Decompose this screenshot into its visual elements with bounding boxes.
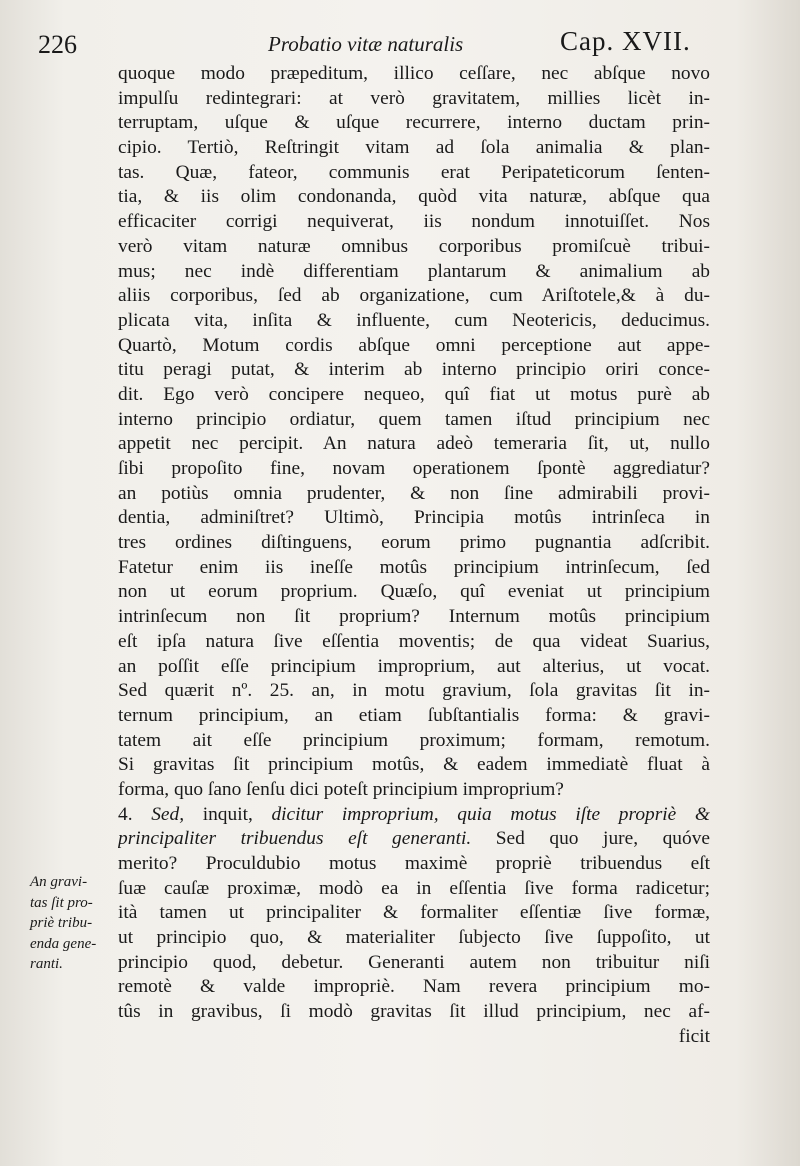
text-line: ſuæ cauſæ proximæ, modò ea in eſſentia ſive forma radicetur; bbox=[118, 877, 710, 899]
text-line: an potiùs omnia prudenter, & non ſine admirabili provi- bbox=[118, 482, 710, 504]
text-line: verò vitam naturæ omnibus corporibus promiſcuè tribui- bbox=[118, 235, 710, 257]
margin-note-line: ranti. bbox=[30, 956, 63, 972]
text-line: tas. Quæ, fateor, communis erat Peripateticorum ſenten- bbox=[118, 161, 710, 183]
catchword: ficit bbox=[678, 1025, 710, 1047]
main-text bbox=[118, 62, 710, 1050]
text-line: aliis corporibus, ſed ab organizatione, cum Ariſtotele,& à du- bbox=[118, 285, 710, 307]
text-line: remotè & valde impropriè. Nam revera principium mo- bbox=[118, 976, 710, 998]
paragraph-number: 4. bbox=[118, 803, 133, 825]
quotation-italic: dicitur improprium, quia motus iſte propriè & bbox=[271, 803, 710, 825]
running-header bbox=[0, 22, 800, 62]
text-line: forma, quo ſano ſenſu dici poteſt principium improprium? bbox=[118, 778, 564, 800]
text-line: ità tamen ut principaliter & formaliter eſſentiæ ſive formæ, bbox=[118, 902, 710, 924]
margin-note-line: tas ſit pro- bbox=[30, 894, 93, 911]
text-line: plicata vita, inſita & influente, cum Neotericis, deducimus. bbox=[118, 309, 710, 331]
text-line: cipio. Tertiò, Reſtringit vitam ad ſola animalia & plan- bbox=[118, 137, 710, 159]
text-line: quoque modo præpeditum, illico ceſſare, nec abſque novo bbox=[118, 63, 710, 84]
text-line: mus; nec indè differentiam plantarum & animalium ab bbox=[118, 260, 710, 282]
text-line: Sed quærit nº. 25. an, in motu gravium, ſola gravitas ſit in- bbox=[118, 680, 710, 702]
text-inquit: inquit, bbox=[184, 803, 272, 825]
margin-note-line: An gravi- bbox=[30, 874, 88, 890]
page-number: 226 bbox=[38, 30, 77, 59]
text-line: terruptam, uſque & uſque recurrere, interno ductam prin- bbox=[118, 112, 710, 134]
text-line: eſt ipſa natura ſive eſſentia moventis; de qua videat Suarius, bbox=[118, 630, 710, 652]
chapter-heading: Cap. XVII. bbox=[560, 26, 691, 56]
text-line: dentia, adminiſtret? Ultimò, Principia motûs intrinſeca in bbox=[118, 507, 710, 529]
text-line: tatem ait eſſe principium proximum; formam, remotum. bbox=[118, 729, 710, 751]
text-line: tres ordines diſtinguens, eorum primo pugnantia adſcribit. bbox=[118, 532, 710, 554]
text-line: dit. Ego verò concipere nequeo, quî fiat ut motus purè ab bbox=[118, 383, 710, 405]
margin-note bbox=[30, 872, 120, 975]
text-line: ut principio quo, & materialiter ſubjecto ſive ſuppoſito, ut bbox=[118, 927, 710, 949]
running-title: Probatio vitæ naturalis bbox=[268, 32, 464, 56]
text-line: Quartò, Motum cordis abſque omni perceptione aut appe- bbox=[118, 334, 710, 356]
text-line: non ut eorum proprium. Quæſo, quî eveniat ut principium bbox=[118, 581, 710, 603]
text-line: Si gravitas ſit principium motûs, & eadem immediatè fluat à bbox=[118, 754, 710, 776]
text-line: impulſu redintegrari: at verò gravitatem, millies licèt in- bbox=[118, 87, 710, 109]
text-line bbox=[118, 803, 710, 828]
text-line: ternum principium, an etiam ſubſtantialis forma: & gravi- bbox=[118, 704, 710, 726]
margin-note-line: priè tribu- bbox=[30, 915, 93, 931]
quotation-italic: principaliter tribuendus eſt generanti. bbox=[118, 828, 472, 850]
text-line: interno principio ordiatur, quem tamen iſtud principium nec bbox=[118, 408, 710, 430]
text-line: an poſſit eſſe principium improprium, aut alterius, ut vocat. bbox=[118, 655, 710, 677]
text-line: efficaciter corrigi nequiverat, iis nondum innotuiſſet. Nos bbox=[118, 211, 710, 233]
text-line: intrinſecum non ſit proprium? Internum motûs principium bbox=[118, 606, 710, 628]
paragraph-continuation bbox=[118, 62, 710, 803]
margin-note-line: enda gene- bbox=[30, 935, 97, 952]
emphasis-sed: Sed, bbox=[151, 803, 185, 825]
text-line: merito? Proculdubio motus maximè propriè tribuendus eſt bbox=[118, 853, 710, 874]
text-line: tia, & iis olim condonanda, quòd vita naturæ, abſque qua bbox=[118, 186, 710, 208]
text-line: principio quod, debetur. Generanti autem non tribuitur niſi bbox=[118, 951, 710, 973]
text-line: tûs in gravibus, ſi modò gravitas ſit illud principium, nec af- bbox=[118, 1001, 710, 1023]
paragraph-four bbox=[118, 852, 710, 1025]
text-line: titu peragi putat, & interim ab interno principio oriri conce- bbox=[118, 359, 710, 381]
text-line: Fatetur enim iis ineſſe motûs principium intrinſecum, ſed bbox=[118, 556, 710, 578]
text-line: ſibi propoſito fine, novam operationem ſpontè aggrediatur? bbox=[118, 458, 710, 479]
text-line: appetit nec percipit. An natura adeò temeraria ſit, ut, nullo bbox=[118, 433, 710, 455]
text-line bbox=[118, 827, 710, 852]
text-run: Sed quo jure, quóve bbox=[471, 828, 710, 850]
